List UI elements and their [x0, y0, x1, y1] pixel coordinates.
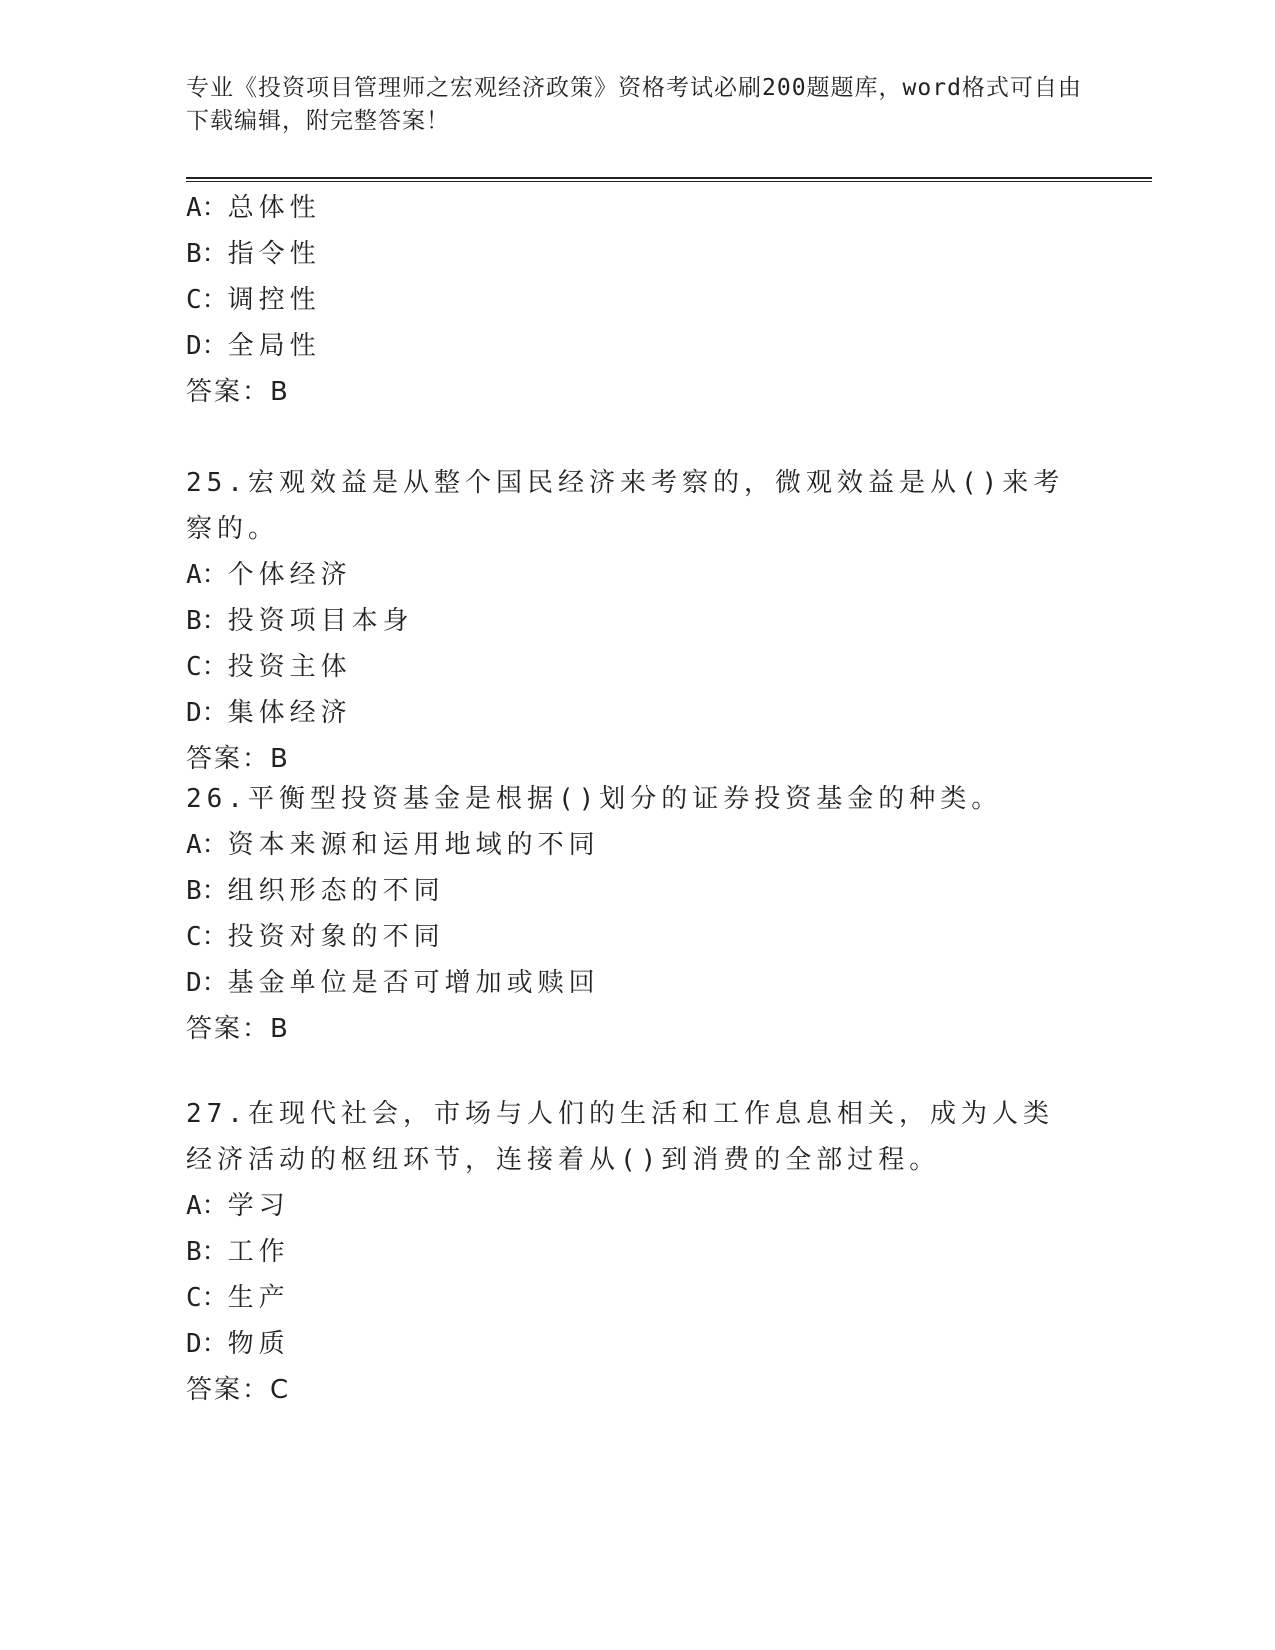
question-text: 25.宏观效益是从整个国民经济来考察的，微观效益是从()来考察的。	[186, 468, 1065, 544]
option-a: A：学习	[186, 1191, 290, 1221]
option-c: C：投资主体	[186, 652, 352, 682]
option-c: C：投资对象的不同	[186, 922, 445, 952]
header-text: 专业《投资项目管理师之宏观经济政策》资格考试必刷200题题库，word格式可自由下载编辑，附完整答案！	[186, 75, 1082, 134]
option-d: D：集体经济	[186, 698, 352, 728]
option-b: B：指令性	[186, 239, 321, 269]
option-d: D：物质	[186, 1329, 290, 1359]
option-a: A：总体性	[186, 193, 321, 223]
option-c: C：调控性	[186, 285, 321, 315]
answer: 答案：C	[186, 1375, 291, 1405]
document-header	[186, 72, 1086, 138]
question-24	[186, 185, 1106, 415]
answer: 答案：B	[186, 377, 290, 407]
option-c: C：生产	[186, 1283, 290, 1313]
question-text: 27.在现代社会，市场与人们的生活和工作息息相关，成为人类经济活动的枢纽环节，连接着从()到消费的全部过程。	[186, 1099, 1054, 1175]
option-a: A：个体经济	[186, 560, 352, 590]
question-25	[186, 460, 1106, 782]
header-rule-thin	[186, 181, 1152, 182]
option-b: B：投资项目本身	[186, 606, 414, 636]
option-b: B：组织形态的不同	[186, 876, 445, 906]
answer: 答案：B	[186, 744, 290, 774]
answer: 答案：B	[186, 1014, 290, 1044]
question-27	[186, 1091, 1106, 1413]
option-b: B：工作	[186, 1237, 290, 1267]
option-d: D：基金单位是否可增加或赎回	[186, 968, 600, 998]
question-26	[186, 776, 1106, 1052]
header-rule-thick	[186, 177, 1152, 179]
question-text: 26.平衡型投资基金是根据()划分的证券投资基金的种类。	[186, 784, 1003, 814]
option-d: D：全局性	[186, 331, 321, 361]
option-a: A：资本来源和运用地域的不同	[186, 830, 600, 860]
